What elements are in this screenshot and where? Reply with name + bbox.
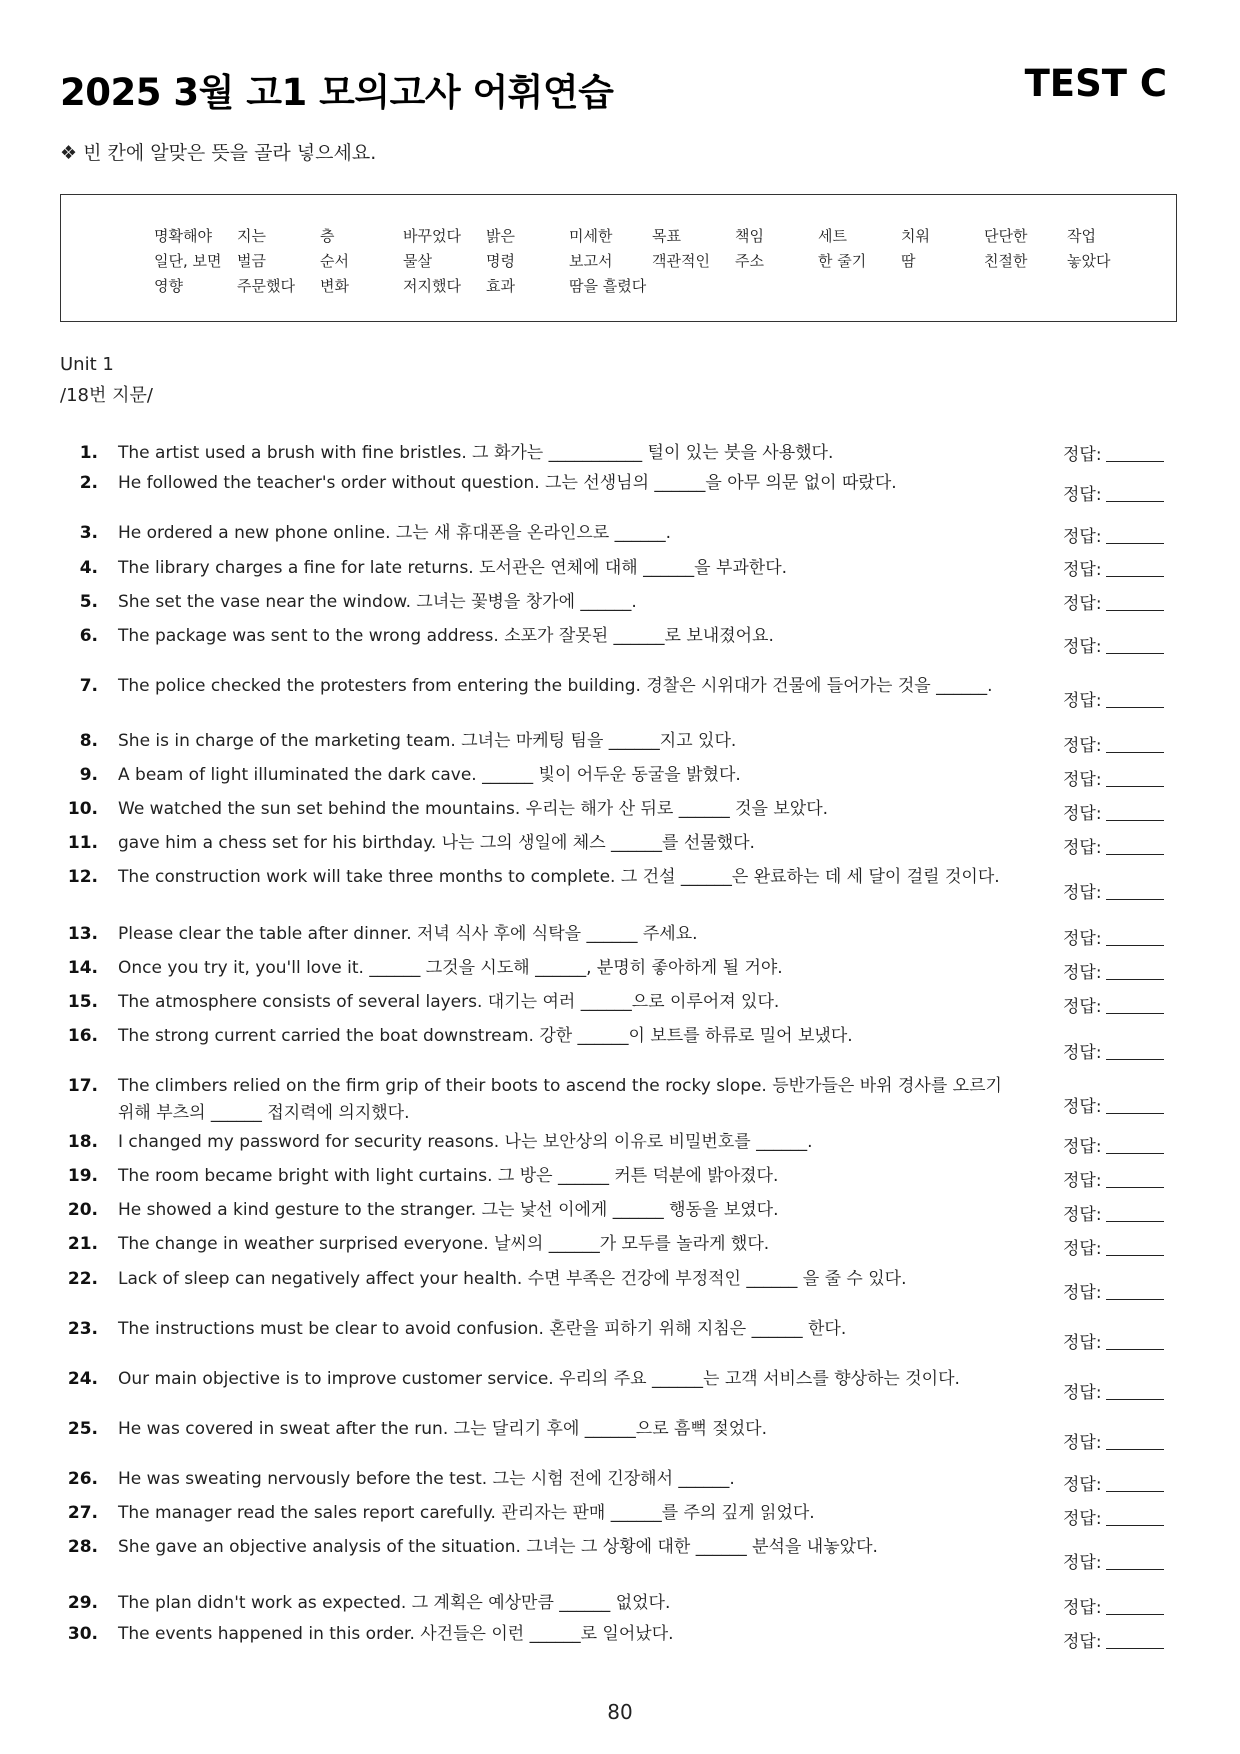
question-number: 25. (67, 1419, 98, 1439)
word-bank-item: 세트 (818, 227, 847, 245)
question-text: The plan didn't work as expected. 그 계획은 예상만큼 ______ 없었다. (118, 1593, 671, 1613)
question-number: 27. (67, 1503, 98, 1523)
question-text: Our main objective is to improve customer service. 우리의 주요 ______는 고객 서비스를 향상하는 것이다. (118, 1369, 960, 1389)
question-number: 5. (79, 592, 98, 612)
question-text: The library charges a fine for late returns. 도서관은 연체에 대해 ______을 부과한다. (118, 558, 788, 578)
answer-blank-line[interactable] (1106, 501, 1164, 502)
word-bank-item: 주소 (735, 252, 764, 270)
word-bank-item: 밝은 (486, 227, 515, 245)
word-bank-item: 보고서 (569, 252, 613, 270)
answer-label: 정답: (1063, 1239, 1102, 1259)
question-text: The events happened in this order. 사건들은 이런 ______로 일어났다. (118, 1624, 674, 1644)
question-text: The strong current carried the boat downstream. 강한 ______이 보트를 하류로 밀어 보냈다. (118, 1026, 853, 1046)
answer-blank-line[interactable] (1106, 707, 1164, 708)
question-number: 20. (67, 1200, 98, 1220)
unit-label: Unit 1 (60, 354, 114, 375)
question-number: 1. (79, 443, 98, 463)
word-bank-item: 친절한 (984, 252, 1028, 270)
answer-label: 정답: (1063, 963, 1102, 983)
answer-field[interactable] (1063, 1132, 1164, 1157)
word-bank-item: 단단한 (984, 227, 1028, 245)
word-bank-item: 변화 (320, 277, 349, 295)
question-number: 8. (79, 731, 98, 751)
answer-label: 정답: (1063, 1333, 1102, 1353)
answer-field[interactable] (1063, 1504, 1164, 1529)
question-text: He was sweating nervously before the test. 그는 시험 전에 긴장해서 ______. (118, 1469, 735, 1489)
question-number: 11. (67, 833, 98, 853)
word-bank-item: 명확해야 (154, 227, 212, 245)
question-number: 6. (79, 626, 98, 646)
answer-label: 정답: (1063, 1171, 1102, 1191)
answer-blank-line[interactable] (1106, 1349, 1164, 1350)
answer-label: 정답: (1063, 838, 1102, 858)
word-bank-item: 목표 (652, 227, 681, 245)
word-bank-item: 땀 (901, 252, 916, 270)
answer-blank-line[interactable] (1106, 1614, 1164, 1615)
word-bank-item: 책임 (735, 227, 764, 245)
answer-field[interactable] (1063, 1234, 1164, 1259)
answer-field[interactable] (1063, 1627, 1164, 1652)
question-number: 22. (67, 1269, 98, 1289)
question-text: The construction work will take three months to complete. 그 건설 ______은 완료하는 데 세 달이 걸릴 것이다. (118, 867, 1000, 887)
answer-field[interactable] (1063, 555, 1164, 580)
answer-blank-line[interactable] (1106, 1648, 1164, 1649)
answer-field[interactable] (1063, 878, 1164, 903)
question-text: A beam of light illuminated the dark cave. ______ 빛이 어두운 동굴을 밝혔다. (118, 765, 741, 785)
answer-field[interactable] (1063, 731, 1164, 756)
answer-blank-line[interactable] (1106, 576, 1164, 577)
question-text: Once you try it, you'll love it. ______ 그것을 시도해 ______, 분명히 좋아하게 될 거야. (118, 958, 783, 978)
word-bank-item: 한 줄기 (818, 252, 867, 270)
answer-label: 정답: (1063, 1553, 1102, 1573)
word-bank-item: 물살 (403, 252, 432, 270)
word-bank-item: 층 (320, 227, 335, 245)
question-number: 30. (67, 1624, 98, 1644)
answer-field[interactable] (1063, 1166, 1164, 1191)
answer-field[interactable] (1063, 589, 1164, 614)
answer-blank-line[interactable] (1106, 1221, 1164, 1222)
question-text: The climbers relied on the firm grip of their boots to ascend the rocky slope. 등반가들은 바위 경사를 오르기 위해 부츠의 ______ 접지력에 의지했다. (118, 1076, 1002, 1123)
answer-label: 정답: (1063, 1283, 1102, 1303)
question-number: 28. (67, 1537, 98, 1557)
answer-blank-line[interactable] (1106, 1187, 1164, 1188)
answer-field[interactable] (1063, 1092, 1164, 1117)
answer-blank-line[interactable] (1106, 1449, 1164, 1450)
question-text: He was covered in sweat after the run. 그는 달리기 후에 ______으로 흠뻑 젖었다. (118, 1419, 767, 1439)
answer-field[interactable] (1063, 1428, 1164, 1453)
question-text: The change in weather surprised everyone. 날씨의 ______가 모두를 놀라게 했다. (118, 1234, 770, 1254)
question-text: He followed the teacher's order without question. 그는 선생님의 ______을 아무 의문 없이 따랐다. (118, 473, 897, 493)
question-text: He showed a kind gesture to the stranger. 그는 낯선 이에게 ______ 행동을 보였다. (118, 1200, 779, 1220)
question-number: 2. (79, 473, 98, 493)
question-number: 9. (79, 765, 98, 785)
question-text: The artist used a brush with fine bristles. 그 화가는 ___________ 털이 있는 붓을 사용했다. (118, 443, 834, 463)
answer-blank-line[interactable] (1106, 1399, 1164, 1400)
word-bank-item: 순서 (320, 252, 349, 270)
answer-blank-line[interactable] (1106, 899, 1164, 900)
word-bank-item: 벌금 (237, 252, 266, 270)
answer-field[interactable] (1063, 1593, 1164, 1618)
question-number: 29. (67, 1593, 98, 1613)
word-bank-item: 객관적인 (652, 252, 710, 270)
answer-blank-line[interactable] (1106, 1491, 1164, 1492)
answer-label: 정답: (1063, 445, 1102, 465)
question-number: 4. (79, 558, 98, 578)
question-number: 7. (79, 676, 98, 696)
word-bank-box (60, 194, 1177, 322)
word-bank-item: 작업 (1067, 227, 1096, 245)
question-text: Lack of sleep can negatively affect your health. 수면 부족은 건강에 부정적인 ______ 을 줄 수 있다. (118, 1269, 907, 1289)
answer-field[interactable] (1063, 1278, 1164, 1303)
word-bank-item: 명령 (486, 252, 515, 270)
answer-blank-line[interactable] (1106, 1059, 1164, 1060)
question-text: The room became bright with light curtains. 그 방은 ______ 커튼 덕분에 밝아졌다. (118, 1166, 779, 1186)
answer-label: 정답: (1063, 1632, 1102, 1652)
answer-blank-line[interactable] (1106, 854, 1164, 855)
answer-label: 정답: (1063, 485, 1102, 505)
answer-label: 정답: (1063, 1509, 1102, 1529)
question-text: Please clear the table after dinner. 저녁 식사 후에 식탁을 ______ 주세요. (118, 924, 698, 944)
question-number: 12. (67, 867, 98, 887)
page-title: 2025 3월 고1 모의고사 어휘연습 (60, 71, 614, 114)
answer-blank-line[interactable] (1106, 461, 1164, 462)
page-number: 80 (607, 1700, 633, 1724)
answer-field[interactable] (1063, 1378, 1164, 1403)
question-number: 18. (67, 1132, 98, 1152)
answer-blank-line[interactable] (1106, 1153, 1164, 1154)
word-bank-item: 영향 (154, 277, 183, 295)
question-number: 17. (67, 1076, 98, 1096)
answer-label: 정답: (1063, 594, 1102, 614)
question-text: gave him a chess set for his birthday. 나는 그의 생일에 체스 ______를 선물했다. (118, 833, 755, 853)
answer-blank-line[interactable] (1106, 945, 1164, 946)
question-number: 3. (79, 523, 98, 543)
answer-label: 정답: (1063, 691, 1102, 711)
question-number: 19. (67, 1166, 98, 1186)
answer-label: 정답: (1063, 997, 1102, 1017)
question-text: I changed my password for security reasons. 나는 보안상의 이유로 비밀번호를 ______. (118, 1132, 813, 1152)
answer-field[interactable] (1063, 1548, 1164, 1573)
question-number: 14. (67, 958, 98, 978)
answer-blank-line[interactable] (1106, 610, 1164, 611)
question-text: The manager read the sales report carefully. 관리자는 판매 ______를 주의 깊게 읽었다. (118, 1503, 815, 1523)
answer-field[interactable] (1063, 632, 1164, 657)
answer-blank-line[interactable] (1106, 543, 1164, 544)
passage-label: /18번 지문/ (60, 385, 153, 406)
answer-label: 정답: (1063, 1433, 1102, 1453)
answer-blank-line[interactable] (1106, 752, 1164, 753)
answer-field[interactable] (1063, 924, 1164, 949)
question-text: We watched the sun set behind the mountains. 우리는 해가 산 뒤로 ______ 것을 보았다. (118, 799, 829, 819)
answer-field[interactable] (1063, 958, 1164, 983)
word-bank-item: 치워 (901, 227, 930, 245)
answer-field[interactable] (1063, 992, 1164, 1017)
answer-label: 정답: (1063, 637, 1102, 657)
question-number: 15. (67, 992, 98, 1012)
question-text: The police checked the protesters from entering the building. 경찰은 시위대가 건물에 들어가는 것을 ______. (118, 676, 993, 696)
answer-blank-line[interactable] (1106, 820, 1164, 821)
answer-label: 정답: (1063, 1475, 1102, 1495)
word-bank-item: 지는 (237, 227, 266, 245)
answer-label: 정답: (1063, 736, 1102, 756)
question-text: She set the vase near the window. 그녀는 꽃병을 창가에 ______. (118, 592, 637, 612)
answer-blank-line[interactable] (1106, 1113, 1164, 1114)
answer-label: 정답: (1063, 804, 1102, 824)
question-text: He ordered a new phone online. 그는 새 휴대폰을 온라인으로 ______. (118, 523, 671, 543)
answer-label: 정답: (1063, 1137, 1102, 1157)
question-number: 10. (67, 799, 98, 819)
answer-field[interactable] (1063, 686, 1164, 711)
answer-label: 정답: (1063, 1598, 1102, 1618)
answer-label: 정답: (1063, 1383, 1102, 1403)
question-text: The atmosphere consists of several layers. 대기는 여러 ______으로 이루어져 있다. (118, 992, 780, 1012)
answer-label: 정답: (1063, 1097, 1102, 1117)
answer-blank-line[interactable] (1106, 1255, 1164, 1256)
answer-field[interactable] (1063, 1200, 1164, 1225)
question-text: The package was sent to the wrong address. 소포가 잘못된 ______로 보내졌어요. (118, 626, 774, 646)
answer-label: 정답: (1063, 560, 1102, 580)
word-bank-item: 바꾸었다 (403, 227, 461, 245)
answer-field[interactable] (1063, 522, 1164, 547)
question-number: 24. (67, 1369, 98, 1389)
word-bank-item: 저지했다 (403, 277, 461, 295)
word-bank-item: 주문했다 (237, 277, 295, 295)
answer-label: 정답: (1063, 770, 1102, 790)
answer-field[interactable] (1063, 1470, 1164, 1495)
question-number: 16. (67, 1026, 98, 1046)
question-text: She is in charge of the marketing team. 그녀는 마케팅 팀을 ______지고 있다. (118, 731, 737, 751)
answer-label: 정답: (1063, 527, 1102, 547)
answer-blank-line[interactable] (1106, 1525, 1164, 1526)
answer-field[interactable] (1063, 799, 1164, 824)
test-label: TEST C (1024, 62, 1167, 105)
answer-field[interactable] (1063, 833, 1164, 858)
answer-blank-line[interactable] (1106, 1013, 1164, 1014)
word-bank-item: 효과 (486, 277, 515, 295)
word-bank-item: 땀을 흘렸다 (569, 277, 647, 295)
answer-field[interactable] (1063, 480, 1164, 505)
question-number: 23. (67, 1319, 98, 1339)
answer-field[interactable] (1063, 1328, 1164, 1353)
answer-label: 정답: (1063, 929, 1102, 949)
answer-label: 정답: (1063, 1043, 1102, 1063)
answer-field[interactable] (1063, 1038, 1164, 1063)
answer-blank-line[interactable] (1106, 979, 1164, 980)
word-bank-item: 놓았다 (1067, 252, 1111, 270)
answer-field[interactable] (1063, 765, 1164, 790)
answer-blank-line[interactable] (1106, 786, 1164, 787)
answer-field[interactable] (1063, 440, 1164, 465)
question-number: 13. (67, 924, 98, 944)
answer-blank-line[interactable] (1106, 653, 1164, 654)
answer-label: 정답: (1063, 1205, 1102, 1225)
answer-blank-line[interactable] (1106, 1299, 1164, 1300)
word-bank-item: 일단, 보면 (154, 252, 222, 270)
word-bank-item: 미세한 (569, 227, 613, 245)
question-text: She gave an objective analysis of the situation. 그녀는 그 상황에 대한 ______ 분석을 내놓았다. (118, 1537, 878, 1557)
instruction-text: ❖ 빈 칸에 알맞은 뜻을 골라 넣으세요. (60, 142, 377, 164)
answer-label: 정답: (1063, 883, 1102, 903)
question-number: 21. (67, 1234, 98, 1254)
answer-blank-line[interactable] (1106, 1569, 1164, 1570)
question-text: The instructions must be clear to avoid confusion. 혼란을 피하기 위해 지침은 ______ 한다. (118, 1319, 847, 1339)
question-number: 26. (67, 1469, 98, 1489)
